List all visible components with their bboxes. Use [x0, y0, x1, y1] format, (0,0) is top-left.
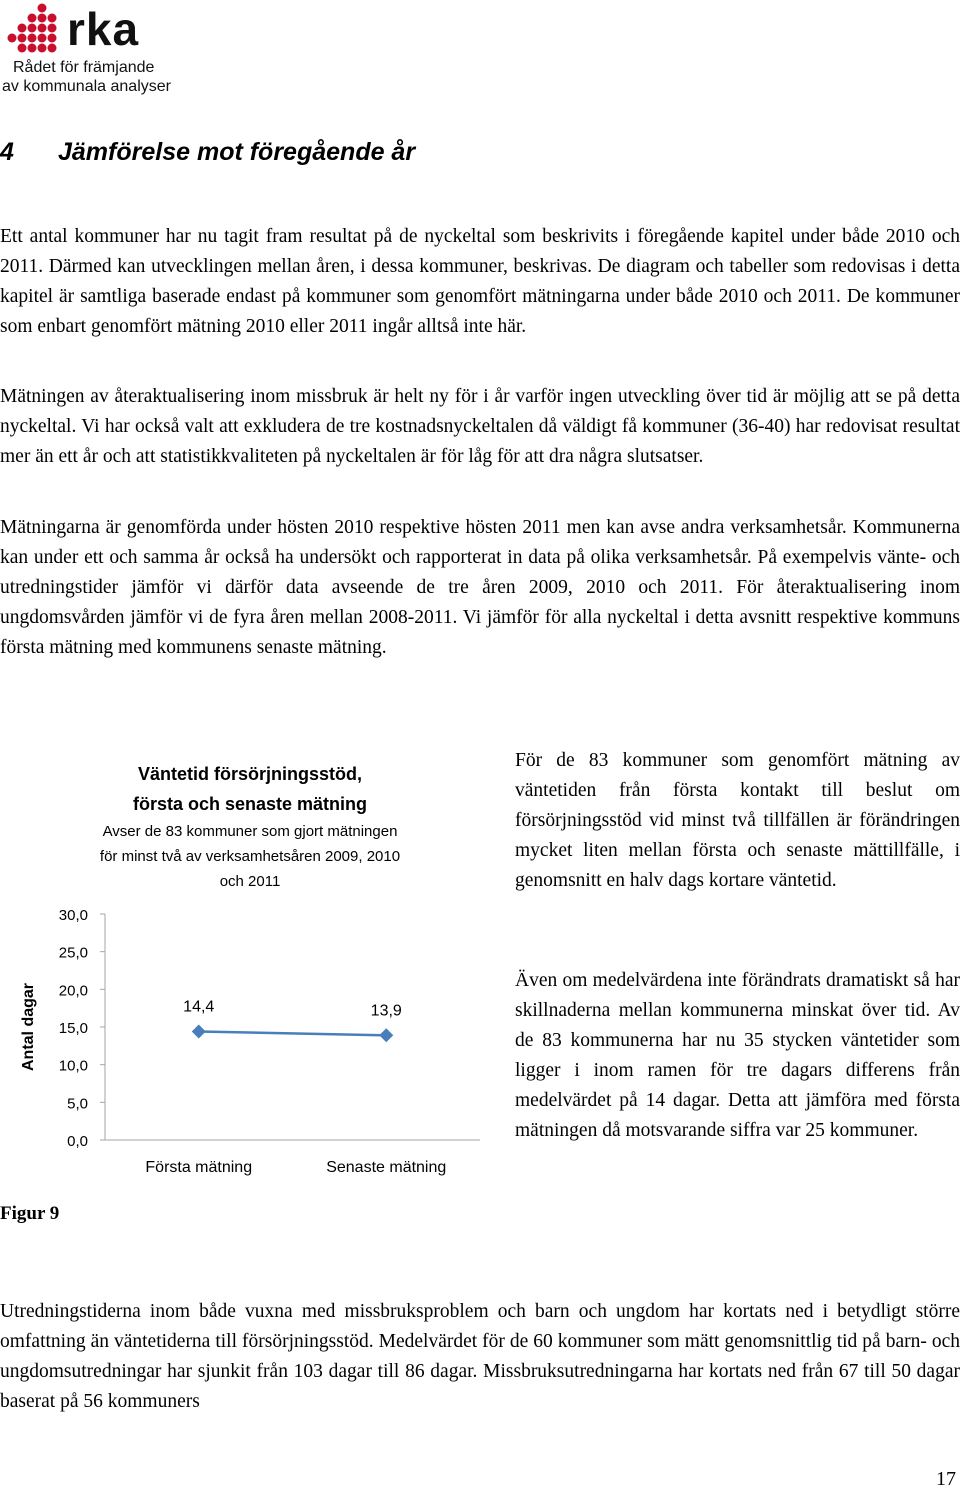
chart-subtitle-line3: och 2011: [219, 873, 281, 890]
paragraph-side-1: För de 83 kommuner som genomfört mätning av väntetiden från första kontakt till beslut om försörjningsstöd vid minst två tillfällen är förändringen mycket liten mellan första och senaste mättillfälle, i genomsnitt en halv dags kortare väntetid.: [515, 750, 960, 891]
logo-tagline-2: av kommunala analyser: [2, 78, 171, 95]
chart-data-point: [192, 1025, 206, 1039]
chart-series-line: [199, 1032, 387, 1036]
chart-y-tick-label: 25,0: [58, 944, 88, 962]
logo-wordmark: rka: [67, 3, 140, 55]
chart-subtitle-line1: Avser de 83 kommuner som gjort mätningen: [102, 823, 398, 840]
chart-data-point: [379, 1028, 393, 1042]
page-number: 17: [936, 1468, 956, 1490]
chart-y-tick-label: 15,0: [58, 1020, 88, 1037]
chart-data-label: 13,9: [370, 1002, 402, 1020]
chart-y-tick-label: 10,0: [58, 1057, 88, 1075]
line-chart: [0, 740, 490, 1200]
chart-y-tick-label: 30,0: [58, 907, 88, 924]
chart-x-tick-label: Senaste mätning: [326, 1159, 447, 1176]
section-number: 4: [0, 138, 14, 166]
paragraph-utredningstider: Utredningstiderna inom både vuxna med missbruksproblem och barn och ungdom har kortats ned i betydligt större omfattning än väntetiderna till försörjningsstöd. Medelvärdet för de 60 kommuner som mätt genomsnittlig tid på barn- och ungdomsutredningar har sjunkit från 103 dagar till 86 dagar. Missbruksutredningarna har kortats ned från 67 till 50 dagar baserat på 56 kommuners: [0, 1301, 960, 1412]
chart-title-line2: första och senaste mätning: [132, 794, 368, 814]
chart-y-tick-label: 20,0: [58, 982, 88, 1000]
figure-label: Figur 9: [0, 1203, 60, 1224]
chart-data-label: 14,4: [183, 998, 215, 1016]
chart-y-tick-label: 0,0: [67, 1133, 88, 1150]
chart-figure-9: [0, 740, 490, 1220]
paragraph-intro: Ett antal kommuner har nu tagit fram resultat på de nyckeltal som beskrivits i föregående kapitel under både 2010 och 2011. Därmed kan utvecklingen mellan åren, i dessa kommuner, beskrivas. De diagram och tabeller som redovisas i detta kapitel är samtliga baserade endast på kommuner som genomfört mätningarna under både 2010 och 2011. De kommuner som enbart genomfört mätning 2010 eller 2011 ingår alltså inte här.: [0, 226, 960, 337]
chart-y-tick-label: 5,0: [67, 1095, 88, 1113]
paragraph-side-2: Även om medelvärdena inte förändrats dramatiskt så har skillnaderna mellan kommunerna minskat över tid. Av de 83 kommunerna har nu 35 stycken väntetider som ligger i inom ramen för tre dagars differens från medelvärdet på 14 dagar. Detta att jämföra med första mätningen då motsvarande siffra var 25 kommuner.: [515, 970, 960, 1141]
paragraph-exclusions: Mätningen av återaktualisering inom missbruk är helt ny för i år varför ingen utveckling över tid är möjlig att se på detta nyckeltal. Vi har också valt att exkludera de tre kostnadsnyckeltalen då väldigt få kommuner (36-40) har redovisat resultat mer än ett år och att statistikkvaliteten på nyckeltalen är för låg för att dra några slutsatser.: [0, 386, 960, 467]
rka-logo: [0, 0, 175, 100]
chart-subtitle-line2: för minst två av verksamhetsåren 2009, 2010: [99, 848, 401, 865]
paragraph-method: Mätningarna är genomförda under hösten 2010 respektive hösten 2011 men kan avse andra verksamhetsår. Kommunerna kan under ett och samma år också ha undersökt och rapporterat in data på olika verksamhetsår. På exempelvis vänte- och utredningstider jämför vi därför data avseende de tre åren 2009, 2010 och 2011. För återaktualisering inom ungdomsvården jämför vi de fyra åren mellan 2008-2011. Vi jämför för alla nyckeltal i detta avsnitt respektive kommuns första mätning med kommunens senaste mätning.: [0, 517, 960, 658]
section-title: Jämförelse mot föregående år: [58, 138, 416, 166]
chart-y-axis-label: Antal dagar: [20, 982, 37, 1072]
chart-title-line1: Väntetid försörjningsstöd,: [137, 764, 363, 784]
logo-tagline-1: Rådet för främjande: [13, 59, 155, 76]
section-heading: [0, 138, 415, 167]
chart-x-tick-label: Första mätning: [145, 1159, 253, 1176]
logo-dots-icon: [2, 2, 64, 54]
